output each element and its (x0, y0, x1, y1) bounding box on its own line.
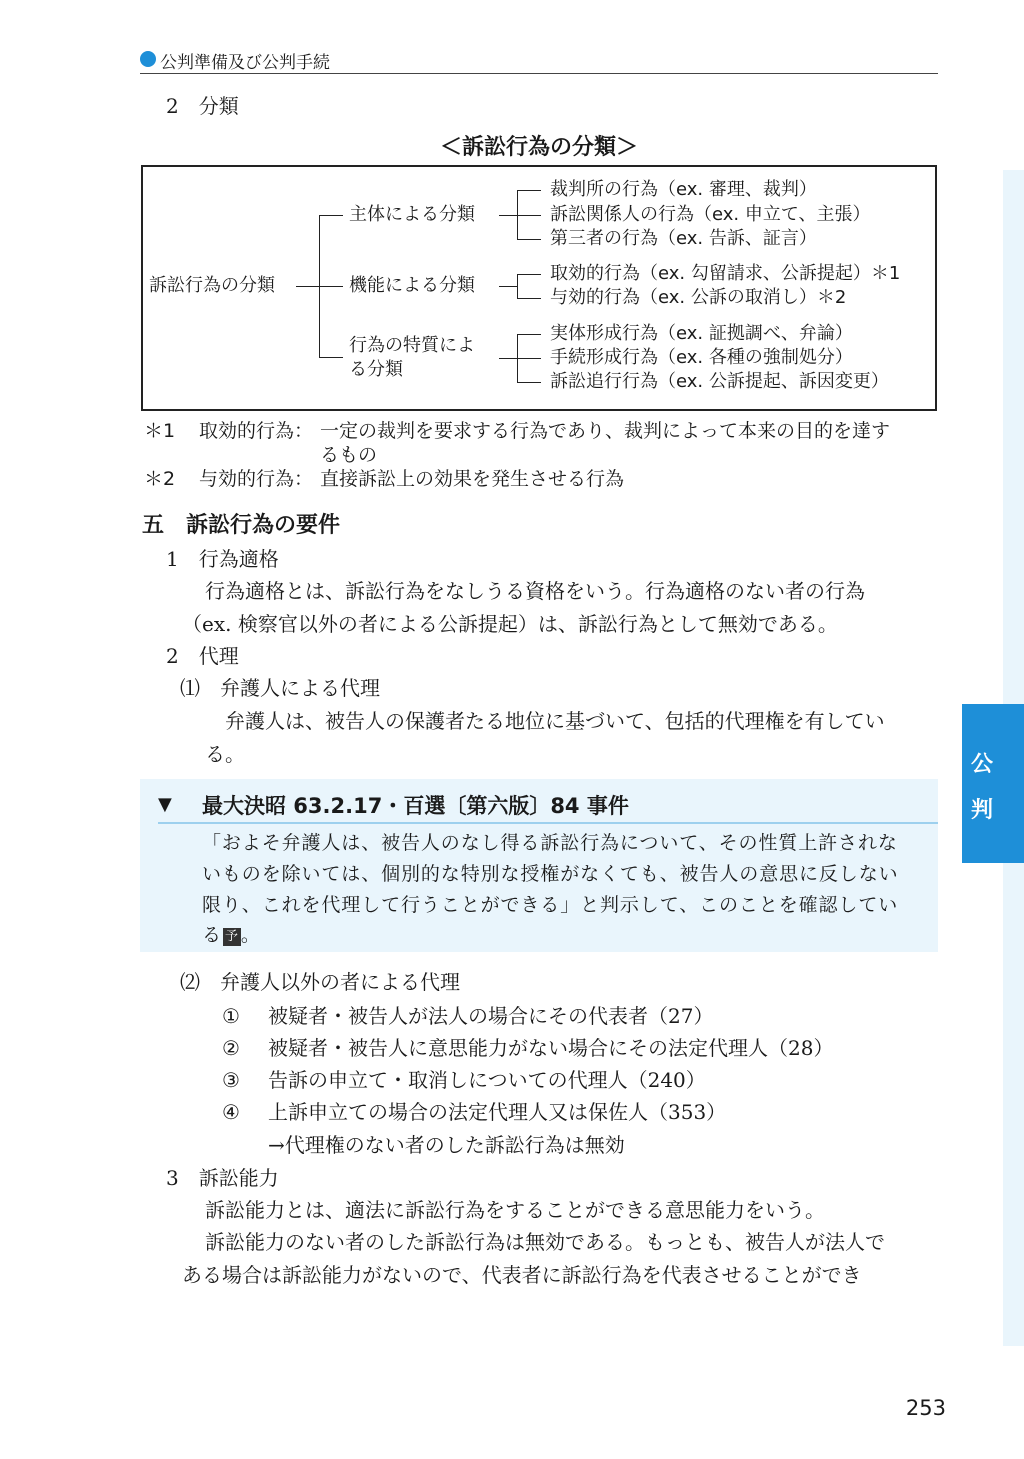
subsection-heading: ⑴ 弁護人による代理 (180, 676, 380, 700)
group-item: 実体形成行為（ex. 証拠調べ、弁論） (550, 323, 853, 344)
case-quote-text: る (202, 924, 222, 946)
case-marker-icon: ▼ (158, 794, 172, 815)
diagram-title: ＜訴訟行為の分類＞ (439, 135, 638, 160)
footnote-term: 与効的行為： (199, 468, 314, 490)
body-text: 行為適格とは、訴訟行為をなしうる資格をいう。行為適格のない者の行為 (205, 579, 865, 603)
connector-line (517, 190, 541, 191)
connector-line (517, 274, 541, 275)
chapter-heading: 五 訴訟行為の要件 (142, 512, 341, 538)
group-label: 行為の特質によ (349, 335, 475, 356)
subsection-heading: ⑵ 弁護人以外の者による代理 (180, 970, 460, 994)
body-text: 弁護人は、被告人の保護者たる地位に基づいて、包括的代理権を有してい (225, 709, 885, 733)
group-label: る分類 (349, 359, 403, 380)
group-item: 裁判所の行為（ex. 審理、裁判） (550, 179, 817, 200)
result-line: →代理権のない者のした訴訟行為は無効 (268, 1133, 625, 1157)
connector-line (319, 357, 343, 358)
list-item: 被疑者・被告人に意思能力がない場合にその法定代理人（28） (268, 1036, 834, 1060)
list-item: 告訴の申立て・取消しについての代理人（240） (268, 1068, 706, 1092)
footnote-text: 一定の裁判を要求する行為であり、裁判によって本来の目的を達す (320, 420, 891, 442)
running-header: 公判準備及び公判手続 (160, 53, 330, 73)
section-heading: 2 分類 (166, 94, 239, 118)
list-item: 被疑者・被告人が法人の場合にその代表者（27） (268, 1004, 714, 1028)
header-rule (140, 73, 938, 74)
connector-line (517, 382, 541, 383)
case-quote-line: 限り、これを代理して行うことができる」と判示して、このことを確認してい (202, 894, 899, 916)
group-item: 第三者の行為（ex. 告訴、証言） (550, 228, 817, 249)
list-item: 上訴申立ての場合の法定代理人又は保佐人（353） (268, 1100, 727, 1124)
list-number: ① (222, 1004, 240, 1028)
footnote-text: 直接訴訟上の効果を発生させる行為 (320, 468, 625, 490)
connector-line (319, 286, 343, 287)
connector-line (319, 215, 343, 216)
list-number: ④ (222, 1100, 240, 1124)
diagram-root: 訴訟行為の分類 (149, 275, 275, 296)
case-title: 最大決昭 63.2.17・百選〔第六版〕84 事件 (202, 794, 629, 818)
section-heading: 1 行為適格 (166, 547, 279, 571)
body-text: 訴訟能力のない者のした訴訟行為は無効である。もっとも、被告人が法人で (205, 1230, 885, 1254)
group-item: 与効的行為（ex. 公訴の取消し）＊2 (550, 287, 847, 308)
page-number: 253 (905, 1396, 946, 1420)
thumb-index-label: 公判 (970, 752, 993, 823)
body-text: 訴訟能力とは、適法に訴訟行為をすることができる意思能力をいう。 (205, 1198, 825, 1222)
case-quote-line-last (202, 920, 261, 947)
footnote-text: るもの (320, 444, 378, 466)
body-text: る。 (205, 742, 245, 766)
footnote-mark: ＊1 (144, 420, 176, 442)
header-bullet-icon (140, 51, 156, 67)
body-text: （ex. 検察官以外の者による公訴提起）は、訴訟行為として無効である。 (182, 612, 838, 636)
connector-line (296, 286, 320, 287)
connector-line (517, 215, 541, 216)
section-heading: 3 訴訟能力 (166, 1166, 279, 1190)
connector-line (499, 215, 517, 216)
connector-line (499, 286, 517, 287)
case-quote-line: 「およそ弁護人は、被告人のなし得る訴訟行為について、その性質上許されな (202, 832, 898, 854)
connector-line (517, 239, 541, 240)
list-number: ③ (222, 1068, 240, 1092)
group-label: 主体による分類 (349, 204, 475, 225)
group-item: 取効的行為（ex. 勾留請求、公訴提起）＊1 (550, 263, 901, 284)
case-quote-line: いものを除いては、個別的な特別な授権がなくても、被告人の意思に反しない (202, 863, 899, 885)
section-heading: 2 代理 (166, 644, 239, 668)
connector-line (517, 358, 541, 359)
case-rule (158, 822, 938, 824)
group-item: 訴訟関係人の行為（ex. 申立て、主張） (550, 204, 871, 225)
connector-line (517, 334, 541, 335)
connector-line (517, 298, 541, 299)
connector-line (499, 358, 517, 359)
list-number: ② (222, 1036, 240, 1060)
body-text: ある場合は訴訟能力がないので、代表者に訴訟行為を代表させることができ (182, 1263, 862, 1287)
yo-badge-icon: 予 (223, 928, 241, 946)
group-item: 手続形成行為（ex. 各種の強制処分） (550, 347, 853, 368)
case-quote-tail: 。 (240, 924, 261, 946)
footnote-mark: ＊2 (144, 468, 176, 490)
footnote-term: 取効的行為： (199, 420, 314, 442)
group-item: 訴訟追行行為（ex. 公訴提起、訴因変更） (550, 371, 889, 392)
group-label: 機能による分類 (349, 275, 475, 296)
connector-line (517, 274, 518, 299)
